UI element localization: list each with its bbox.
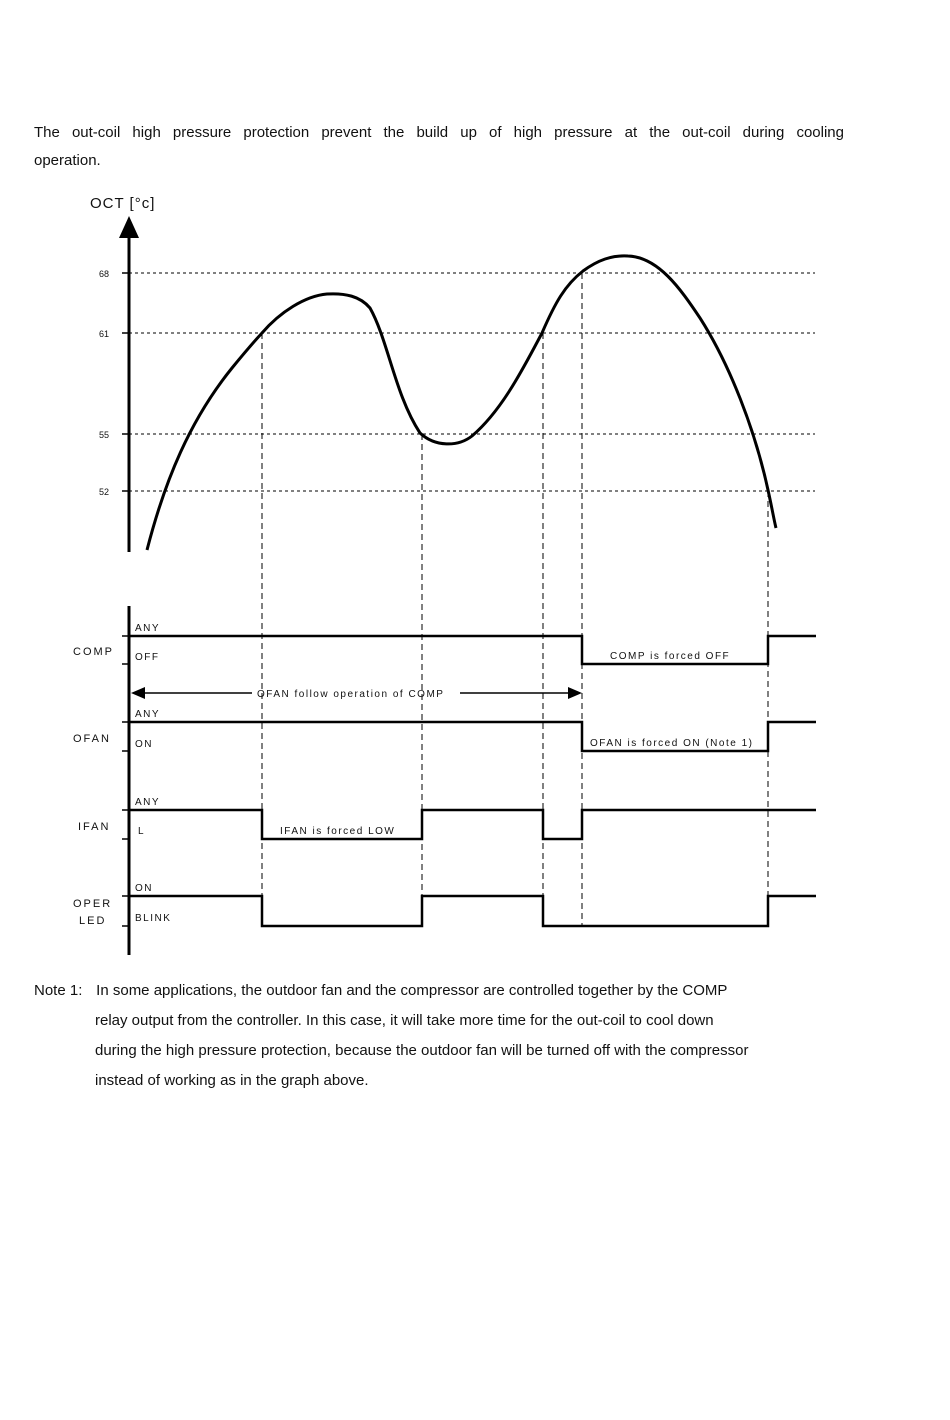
- range-annotation: OFAN follow operation of COMP: [257, 689, 445, 700]
- signal-name-oper: OPER: [73, 898, 113, 910]
- signal-name-ofan: OFAN: [73, 733, 111, 745]
- intro-line-1: The out-coil high pressure protection prevent the build up of high pressure at the out-coil during cooling: [34, 124, 844, 141]
- note-line-4: instead of working as in the graph above.: [95, 1072, 369, 1089]
- y-axis-label: OCT [°c]: [90, 195, 156, 212]
- y-tick-label-61: 61: [99, 329, 110, 339]
- comp-low-label: OFF: [135, 652, 160, 663]
- ofan-low-label: ON: [135, 739, 153, 750]
- led-signal-trace: [129, 896, 816, 926]
- footnote: [34, 976, 844, 1096]
- range-arrowhead-left: [131, 687, 145, 699]
- comp-annotation: COMP is forced OFF: [610, 651, 731, 662]
- ofan-high-label: ANY: [135, 709, 161, 720]
- led-low-label: BLINK: [135, 913, 172, 924]
- signal-name-ifan: IFAN: [78, 821, 111, 833]
- y-tick-label-55: 55: [99, 430, 110, 440]
- protection-timing-diagram: [0, 180, 950, 960]
- ifan-signal-trace: [129, 810, 816, 839]
- note-heading: Note 1:: [34, 982, 83, 999]
- y-tick-label-52: 52: [99, 487, 110, 497]
- note-line-2: relay output from the controller. In this case, it will take more time for the out-coil to cool down: [95, 1012, 714, 1029]
- led-high-label: ON: [135, 883, 153, 894]
- comp-high-label: ANY: [135, 623, 161, 634]
- signal-name-comp: COMP: [73, 646, 114, 658]
- y-axis-arrowhead: [119, 216, 139, 238]
- signal-name-led: LED: [79, 915, 107, 927]
- threshold-lines: [129, 273, 815, 491]
- note-line-1: In some applications, the outdoor fan and the compressor are controlled together by the COMP: [96, 982, 728, 999]
- intro-line-2: operation.: [34, 152, 101, 169]
- intro-paragraph: [34, 119, 844, 175]
- ifan-annotation: IFAN is forced LOW: [280, 826, 396, 837]
- y-tick-label-68: 68: [99, 269, 110, 279]
- range-arrowhead-right: [568, 687, 582, 699]
- oct-temperature-curve: [147, 256, 776, 550]
- ofan-annotation: OFAN is forced ON (Note 1): [590, 738, 754, 749]
- note-line-3: during the high pressure protection, because the outdoor fan will be turned off with the compressor: [95, 1042, 749, 1059]
- ifan-low-label: L: [138, 826, 146, 837]
- ifan-high-label: ANY: [135, 797, 161, 808]
